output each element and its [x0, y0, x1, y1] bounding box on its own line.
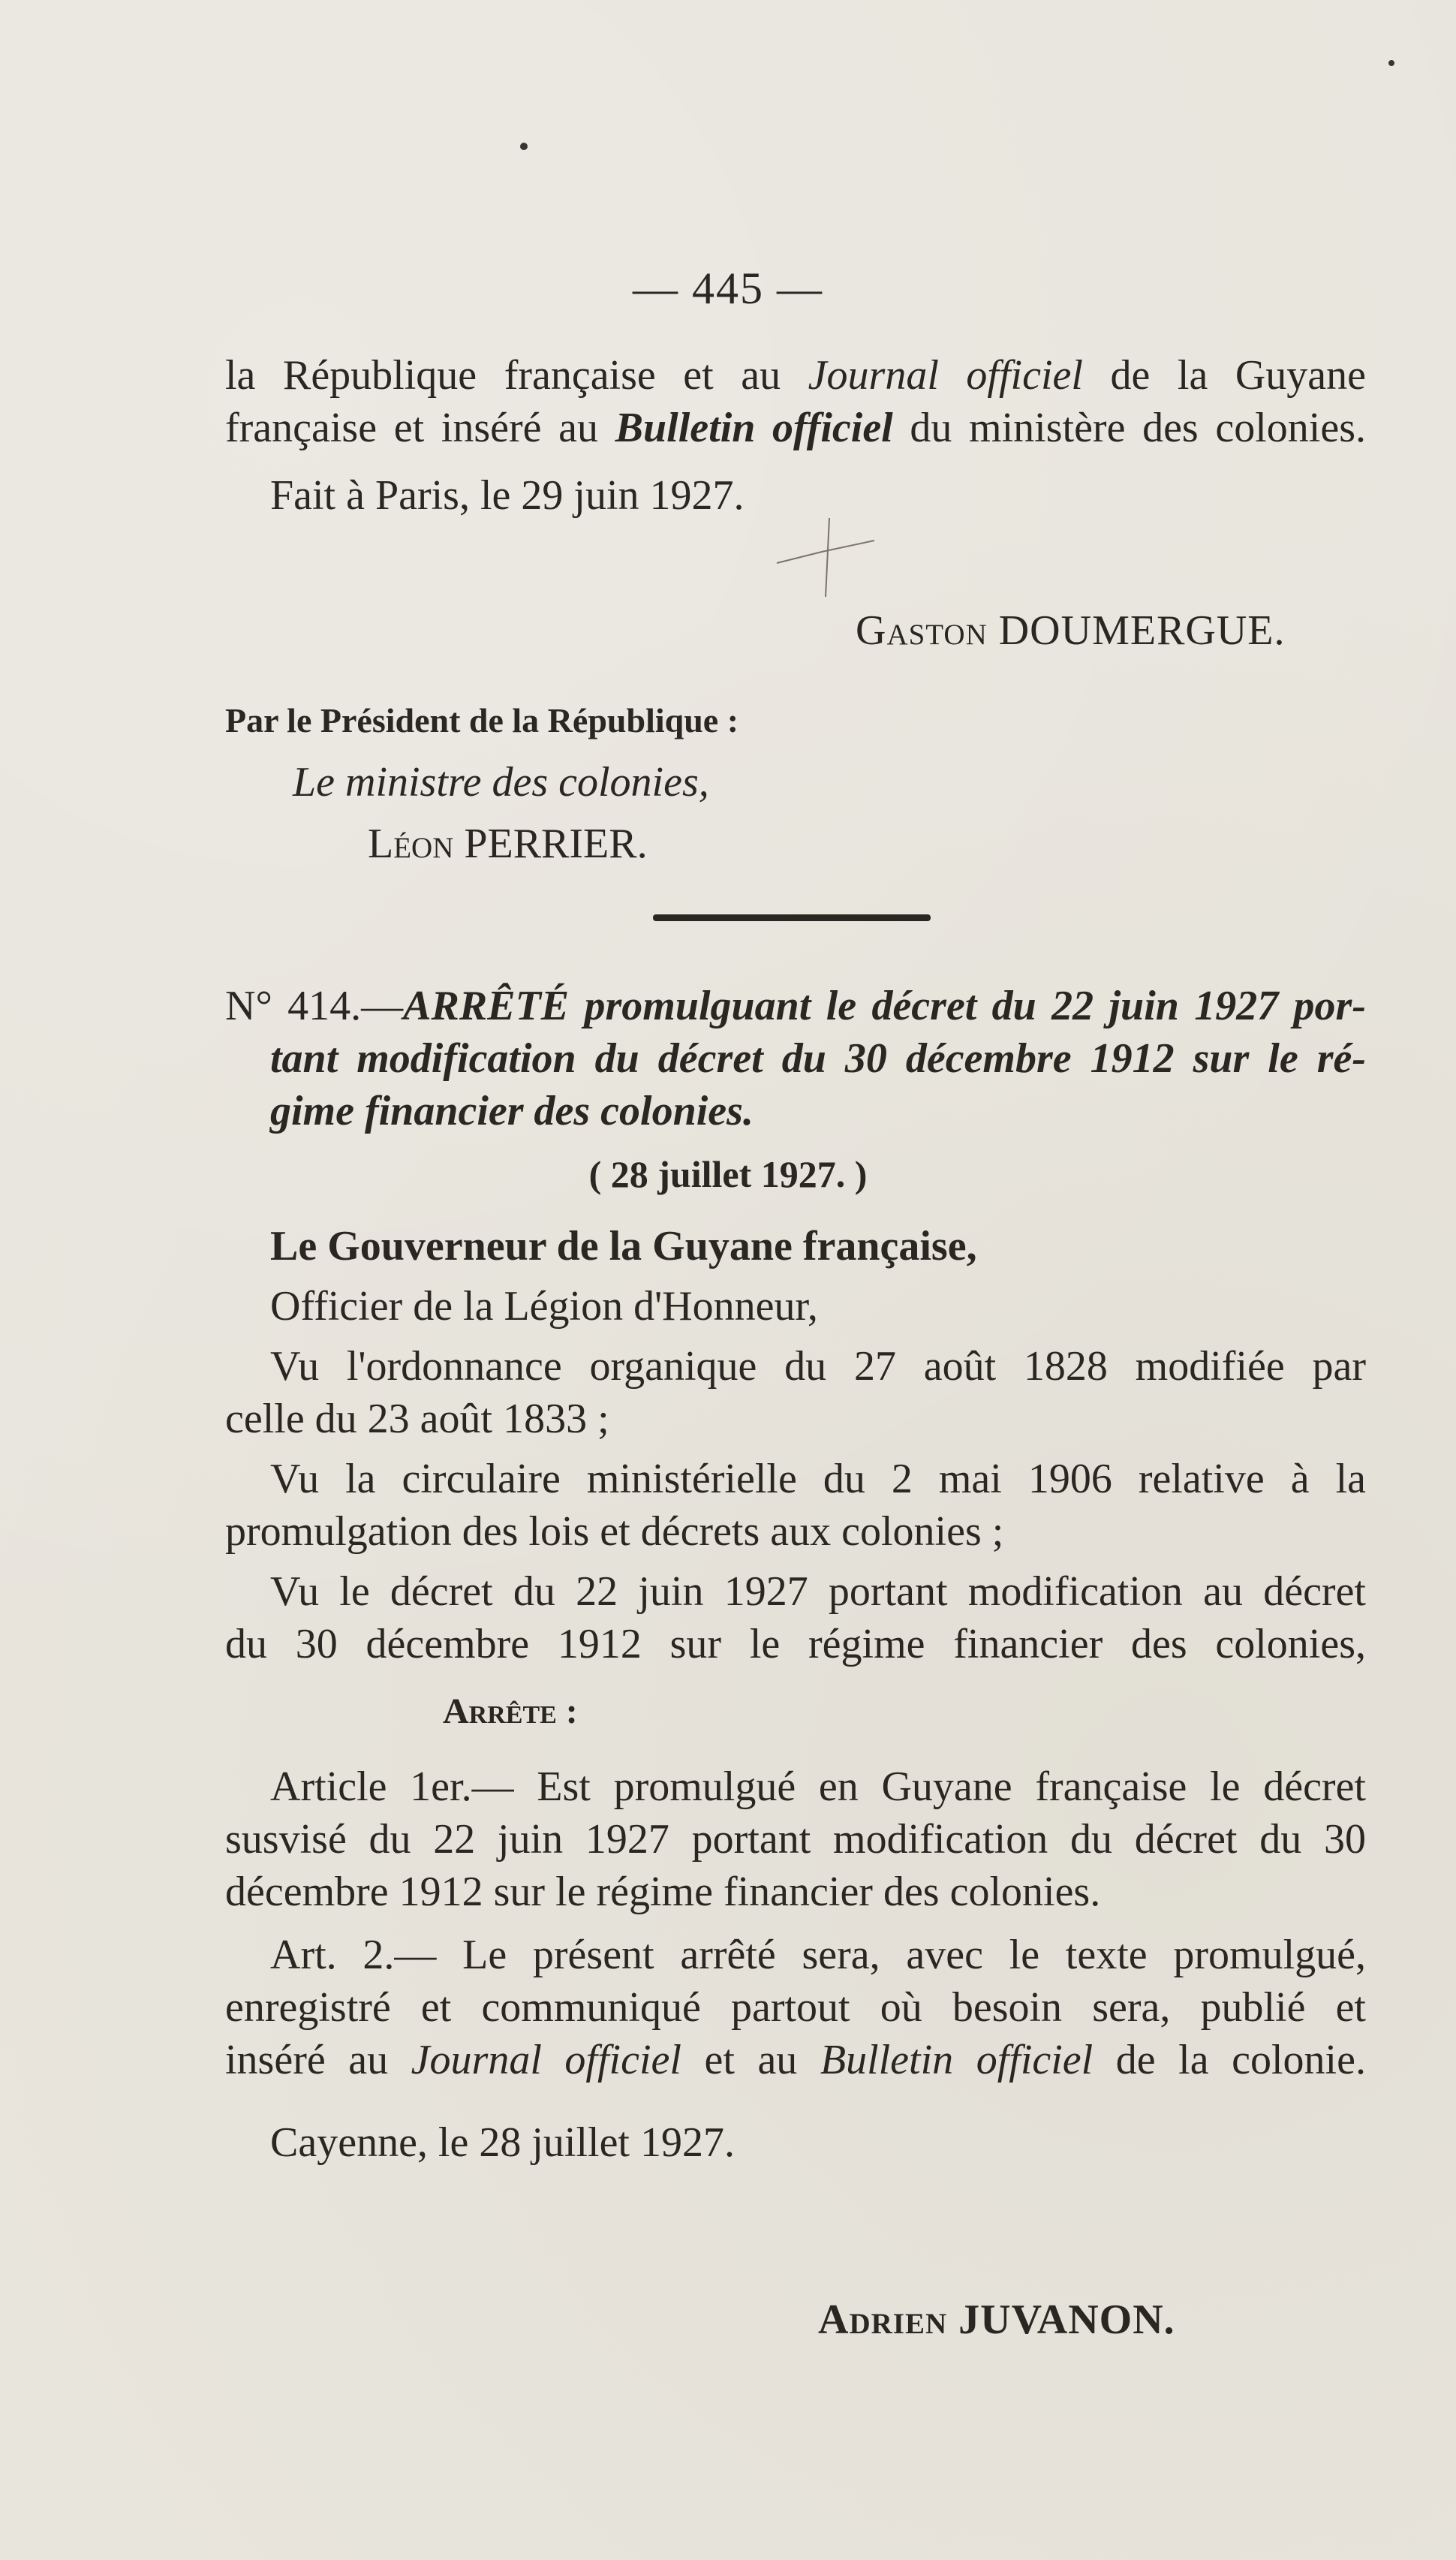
closing-place-date: Cayenne, le 28 juillet 1927.: [270, 2119, 735, 2166]
decree-date: ( 28 juillet 1927. ): [588, 1153, 868, 1195]
article-1-line-3: décembre 1912 sur le régime financier des colonies.: [225, 1869, 1101, 1915]
vu-circulaire-line-2: promulgation des lois et décrets aux colonies ;: [225, 1508, 1004, 1555]
ink-speck: [520, 143, 528, 150]
vu-decret-line-1: Vu le décret du 22 juin 1927 portant modification au décret: [270, 1568, 1366, 1615]
handwritten-mark: [769, 510, 882, 601]
decree-number: N° 414.—: [225, 983, 404, 1029]
vu-ordonnance-line-1: Vu l'ordonnance organique du 27 août 1828 modifiée par: [270, 1343, 1366, 1390]
president-signature: Gaston DOUMERGUE.: [856, 607, 1286, 654]
vu-circulaire-line-1: Vu la circulaire ministérielle du 2 mai 1906 relative à la: [270, 1456, 1366, 1502]
intro-paragraph: [225, 349, 1366, 522]
article-2-line-3: inséré au Journal officiel et au Bulletin officiel de la colonie.: [225, 2037, 1366, 2083]
fait-a-paris: Fait à Paris, le 29 juin 1927.: [270, 472, 745, 519]
countersign-intro: Par le Président de la République :: [225, 701, 739, 739]
vu-decret-line-2: du 30 décembre 1912 sur le régime financier des colonies,: [225, 1621, 1366, 1667]
intro-line-2: française et inséré au Bulletin officiel du ministère des colonies.: [225, 405, 1367, 451]
article-2-line-1: Art. 2.— Le présent arrêté sera, avec le texte promulgué,: [270, 1932, 1366, 1978]
decree-title: [225, 980, 1366, 1137]
article-1-line-2: susvisé du 22 juin 1927 portant modification du décret du 30: [225, 1816, 1366, 1863]
decree-body: [225, 1220, 1366, 2169]
page-number: — 445 —: [633, 264, 823, 313]
minister-name: Léon PERRIER.: [368, 821, 648, 867]
decree-title-line-3: gime financier des colonies.: [270, 1088, 754, 1134]
countersignature: [225, 694, 1366, 870]
intro-line-1: la République française et au Journal officiel de la Guyane: [225, 352, 1366, 399]
article-1-line-1: Article 1er.— Est promulgué en Guyane française le décret: [270, 1763, 1366, 1810]
governor-signature: Adrien JUVANON.: [818, 2296, 1175, 2343]
governor-rank: Officier de la Légion d'Honneur,: [270, 1283, 818, 1330]
section-divider: [653, 914, 931, 921]
governor-intro: Le Gouverneur de la Guyane française,: [270, 1223, 977, 1269]
arrete-heading: Arrête :: [443, 1691, 578, 1731]
minister-title: Le ministre des colonies,: [293, 759, 709, 806]
vu-ordonnance-line-2: celle du 23 août 1833 ;: [225, 1396, 609, 1442]
decree-title-line-2: tant modification du décret du 30 décembre 1912 sur le ré-: [270, 1035, 1366, 1082]
ink-speck: [1388, 60, 1394, 66]
decree-title-line-1: N° 414.—ARRÊTÉ promulguant le décret du 22 juin 1927 por-: [225, 983, 1366, 1029]
article-2-line-2: enregistré et communiqué partout où besoin sera, publié et: [225, 1984, 1366, 2031]
